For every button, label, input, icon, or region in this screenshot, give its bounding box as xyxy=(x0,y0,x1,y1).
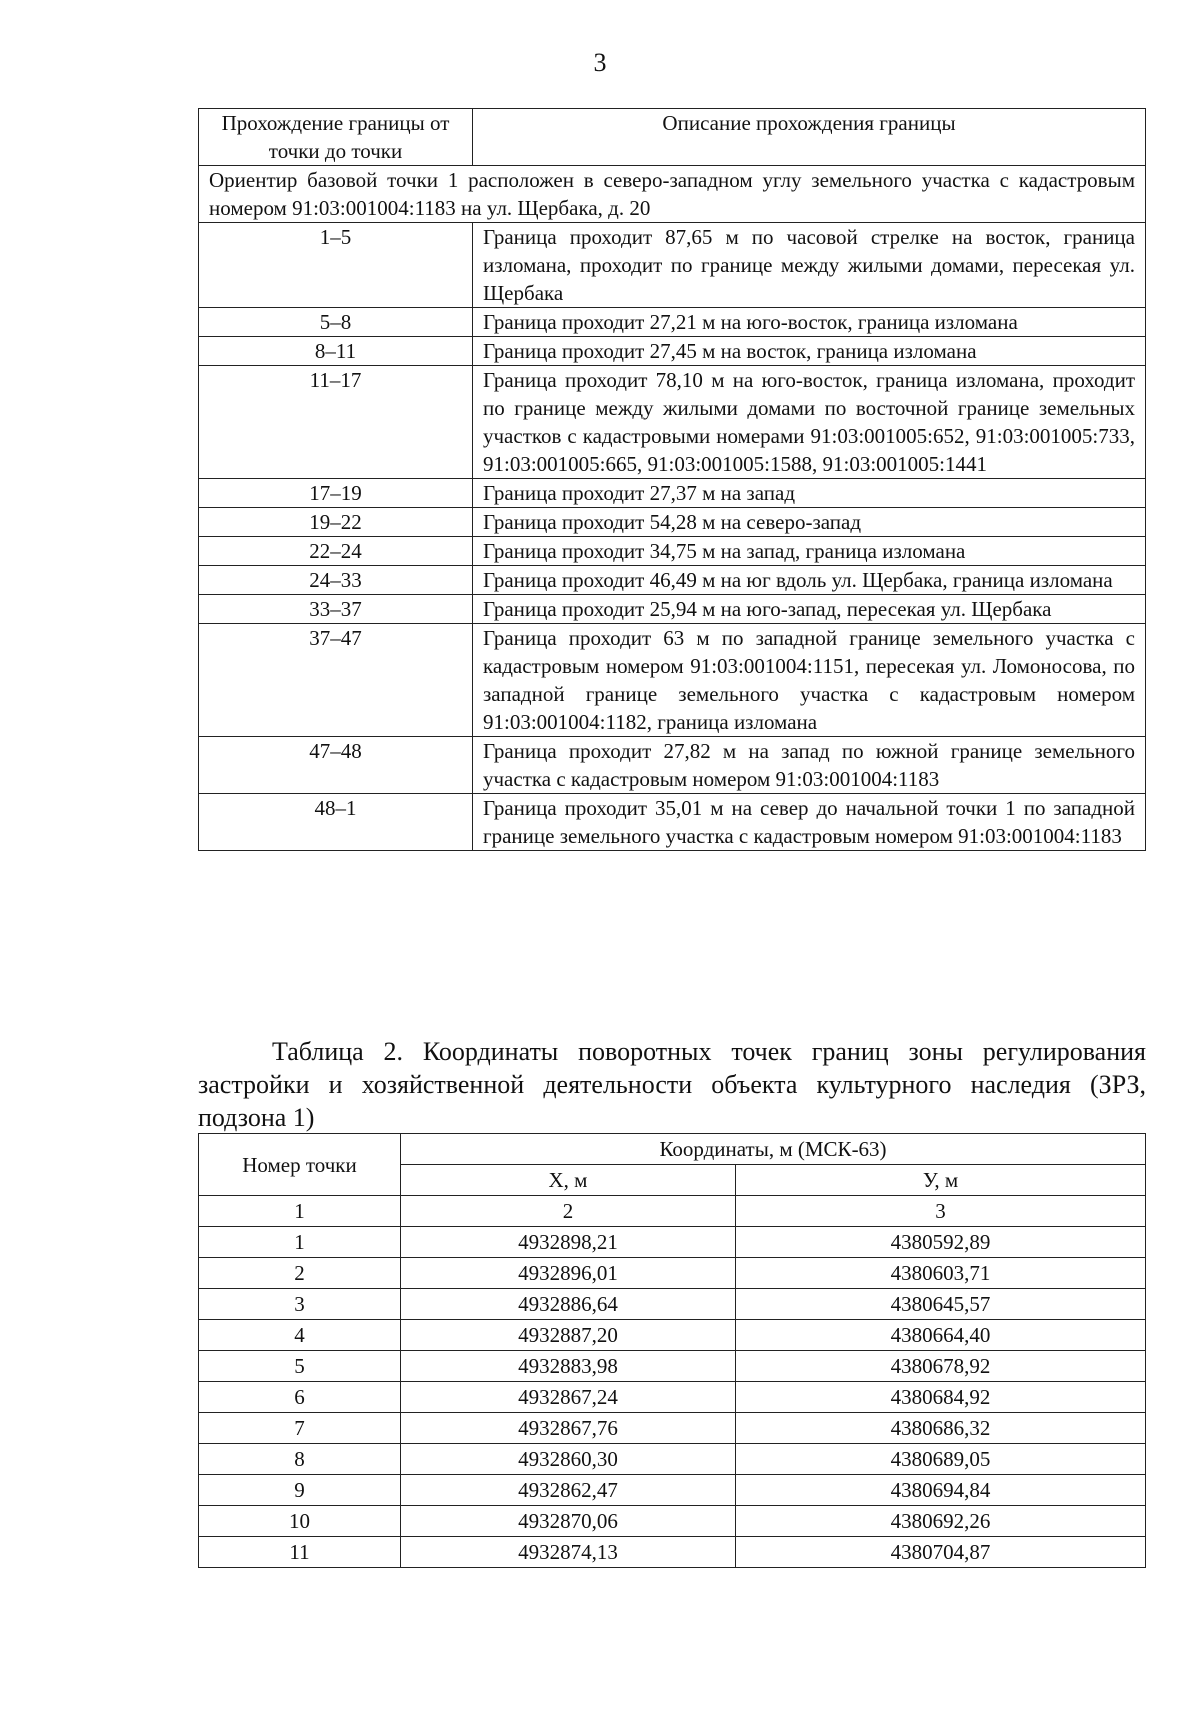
description-cell: Граница проходит 27,82 м на запад по южной границе земельного участка с кадастровым номером 91:03:001004:1183 xyxy=(473,737,1146,794)
description-cell: Граница проходит 27,45 м на восток, граница изломана xyxy=(473,337,1146,366)
x-coordinate-cell: 4932887,20 xyxy=(401,1320,736,1351)
boundary-row xyxy=(199,479,1146,508)
x-coordinate-cell: 4932867,76 xyxy=(401,1413,736,1444)
description-cell: Граница проходит 27,37 м на запад xyxy=(473,479,1146,508)
y-coordinate-cell: 4380694,84 xyxy=(736,1475,1146,1506)
boundary-row xyxy=(199,794,1146,851)
coordinate-row xyxy=(199,1227,1146,1258)
segment-cell: 48–1 xyxy=(199,794,473,851)
x-coordinate-cell: 4932860,30 xyxy=(401,1444,736,1475)
header-description: Описание прохождения границы xyxy=(473,109,1146,166)
table2-caption: Таблица 2. Координаты поворотных точек границ зоны регулирования застройки и хозяйственной деятельности объекта культурного наследия (ЗРЗ, подзона 1) xyxy=(198,1037,1146,1132)
point-number-cell: 3 xyxy=(199,1289,401,1320)
segment-cell: 17–19 xyxy=(199,479,473,508)
segment-cell: 47–48 xyxy=(199,737,473,794)
y-coordinate-cell: 4380684,92 xyxy=(736,1382,1146,1413)
point-number-cell: 5 xyxy=(199,1351,401,1382)
boundary-row xyxy=(199,337,1146,366)
boundary-row xyxy=(199,366,1146,479)
boundary-row xyxy=(199,508,1146,537)
description-cell: Граница проходит 54,28 м на северо-запад xyxy=(473,508,1146,537)
point-number-cell: 11 xyxy=(199,1537,401,1568)
header-coordinates: Координаты, м (МСК-63) xyxy=(401,1134,1146,1165)
description-cell: Граница проходит 46,49 м на юг вдоль ул. Щербака, граница изломана xyxy=(473,566,1146,595)
segment-cell: 24–33 xyxy=(199,566,473,595)
point-number-cell: 1 xyxy=(199,1227,401,1258)
boundary-row xyxy=(199,595,1146,624)
x-coordinate-cell: 4932898,21 xyxy=(401,1227,736,1258)
boundary-row xyxy=(199,537,1146,566)
segment-cell: 33–37 xyxy=(199,595,473,624)
page-number: 3 xyxy=(593,48,607,77)
boundary-description-table xyxy=(198,108,1146,851)
x-coordinate-cell: 4932862,47 xyxy=(401,1475,736,1506)
landmark-row: Ориентир базовой точки 1 расположен в северо-западном углу земельного участка с кадастровым номером 91:03:001004:1183 на ул. Щербака, д. 20 xyxy=(199,166,1146,223)
y-coordinate-cell: 4380664,40 xyxy=(736,1320,1146,1351)
coordinate-row xyxy=(199,1289,1146,1320)
point-number-cell: 9 xyxy=(199,1475,401,1506)
coordinate-row xyxy=(199,1320,1146,1351)
point-number-cell: 7 xyxy=(199,1413,401,1444)
description-cell: Граница проходит 35,01 м на север до начальной точки 1 по западной границе земельного участка с кадастровым номером 91:03:001004:1183 xyxy=(473,794,1146,851)
x-coordinate-cell: 4932883,98 xyxy=(401,1351,736,1382)
header-segment: Прохождение границы от точки до точки xyxy=(199,109,473,166)
segment-cell: 11–17 xyxy=(199,366,473,479)
y-coordinate-cell: 4380592,89 xyxy=(736,1227,1146,1258)
description-cell: Граница проходит 34,75 м на запад, граница изломана xyxy=(473,537,1146,566)
coordinate-row xyxy=(199,1506,1146,1537)
description-cell: Граница проходит 78,10 м на юго-восток, граница изломана, проходит по границе между жилыми домами по восточной границе земельных участков с кадастровыми номерами 91:03:001005:652, 91:03:001005:733, 91:03:001005:665, 91:03:001005:1588, 91:03:001005:1441 xyxy=(473,366,1146,479)
boundary-row xyxy=(199,737,1146,794)
x-coordinate-cell: 4932896,01 xyxy=(401,1258,736,1289)
segment-cell: 8–11 xyxy=(199,337,473,366)
x-coordinate-cell: 4932870,06 xyxy=(401,1506,736,1537)
header-x: Х, м xyxy=(401,1165,736,1196)
x-coordinate-cell: 4932886,64 xyxy=(401,1289,736,1320)
coordinate-row xyxy=(199,1351,1146,1382)
boundary-row xyxy=(199,624,1146,737)
y-coordinate-cell: 4380645,57 xyxy=(736,1289,1146,1320)
point-number-cell: 2 xyxy=(199,1258,401,1289)
header-point-number: Номер точки xyxy=(199,1134,401,1196)
y-coordinate-cell: 4380689,05 xyxy=(736,1444,1146,1475)
point-number-cell: 4 xyxy=(199,1320,401,1351)
description-cell: Граница проходит 25,94 м на юго-запад, пересекая ул. Щербака xyxy=(473,595,1146,624)
coordinates-table xyxy=(198,1133,1146,1568)
coordinate-row xyxy=(199,1537,1146,1568)
coordinate-row xyxy=(199,1382,1146,1413)
coordinate-row xyxy=(199,1413,1146,1444)
point-number-cell: 6 xyxy=(199,1382,401,1413)
boundary-row xyxy=(199,308,1146,337)
coordinate-row xyxy=(199,1444,1146,1475)
col-number-2: 2 xyxy=(401,1196,736,1227)
point-number-cell: 8 xyxy=(199,1444,401,1475)
x-coordinate-cell: 4932874,13 xyxy=(401,1537,736,1568)
segment-cell: 1–5 xyxy=(199,223,473,308)
segment-cell: 19–22 xyxy=(199,508,473,537)
x-coordinate-cell: 4932867,24 xyxy=(401,1382,736,1413)
segment-cell: 22–24 xyxy=(199,537,473,566)
boundary-row xyxy=(199,223,1146,308)
y-coordinate-cell: 4380692,26 xyxy=(736,1506,1146,1537)
y-coordinate-cell: 4380704,87 xyxy=(736,1537,1146,1568)
point-number-cell: 10 xyxy=(199,1506,401,1537)
description-cell: Граница проходит 87,65 м по часовой стрелке на восток, граница изломана, проходит по границе между жилыми домами, пересекая ул. Щербака xyxy=(473,223,1146,308)
y-coordinate-cell: 4380686,32 xyxy=(736,1413,1146,1444)
segment-cell: 5–8 xyxy=(199,308,473,337)
description-cell: Граница проходит 63 м по западной границе земельного участка с кадастровым номером 91:03:001004:1151, пересекая ул. Ломоносова, по западной границе земельного участка с кадастровым номером 91:03:001004:1182, граница изломана xyxy=(473,624,1146,737)
y-coordinate-cell: 4380603,71 xyxy=(736,1258,1146,1289)
col-number-3: 3 xyxy=(736,1196,1146,1227)
coordinate-row xyxy=(199,1258,1146,1289)
col-number-1: 1 xyxy=(199,1196,401,1227)
header-y: У, м xyxy=(736,1165,1146,1196)
segment-cell: 37–47 xyxy=(199,624,473,737)
description-cell: Граница проходит 27,21 м на юго-восток, граница изломана xyxy=(473,308,1146,337)
y-coordinate-cell: 4380678,92 xyxy=(736,1351,1146,1382)
boundary-row xyxy=(199,566,1146,595)
coordinate-row xyxy=(199,1475,1146,1506)
